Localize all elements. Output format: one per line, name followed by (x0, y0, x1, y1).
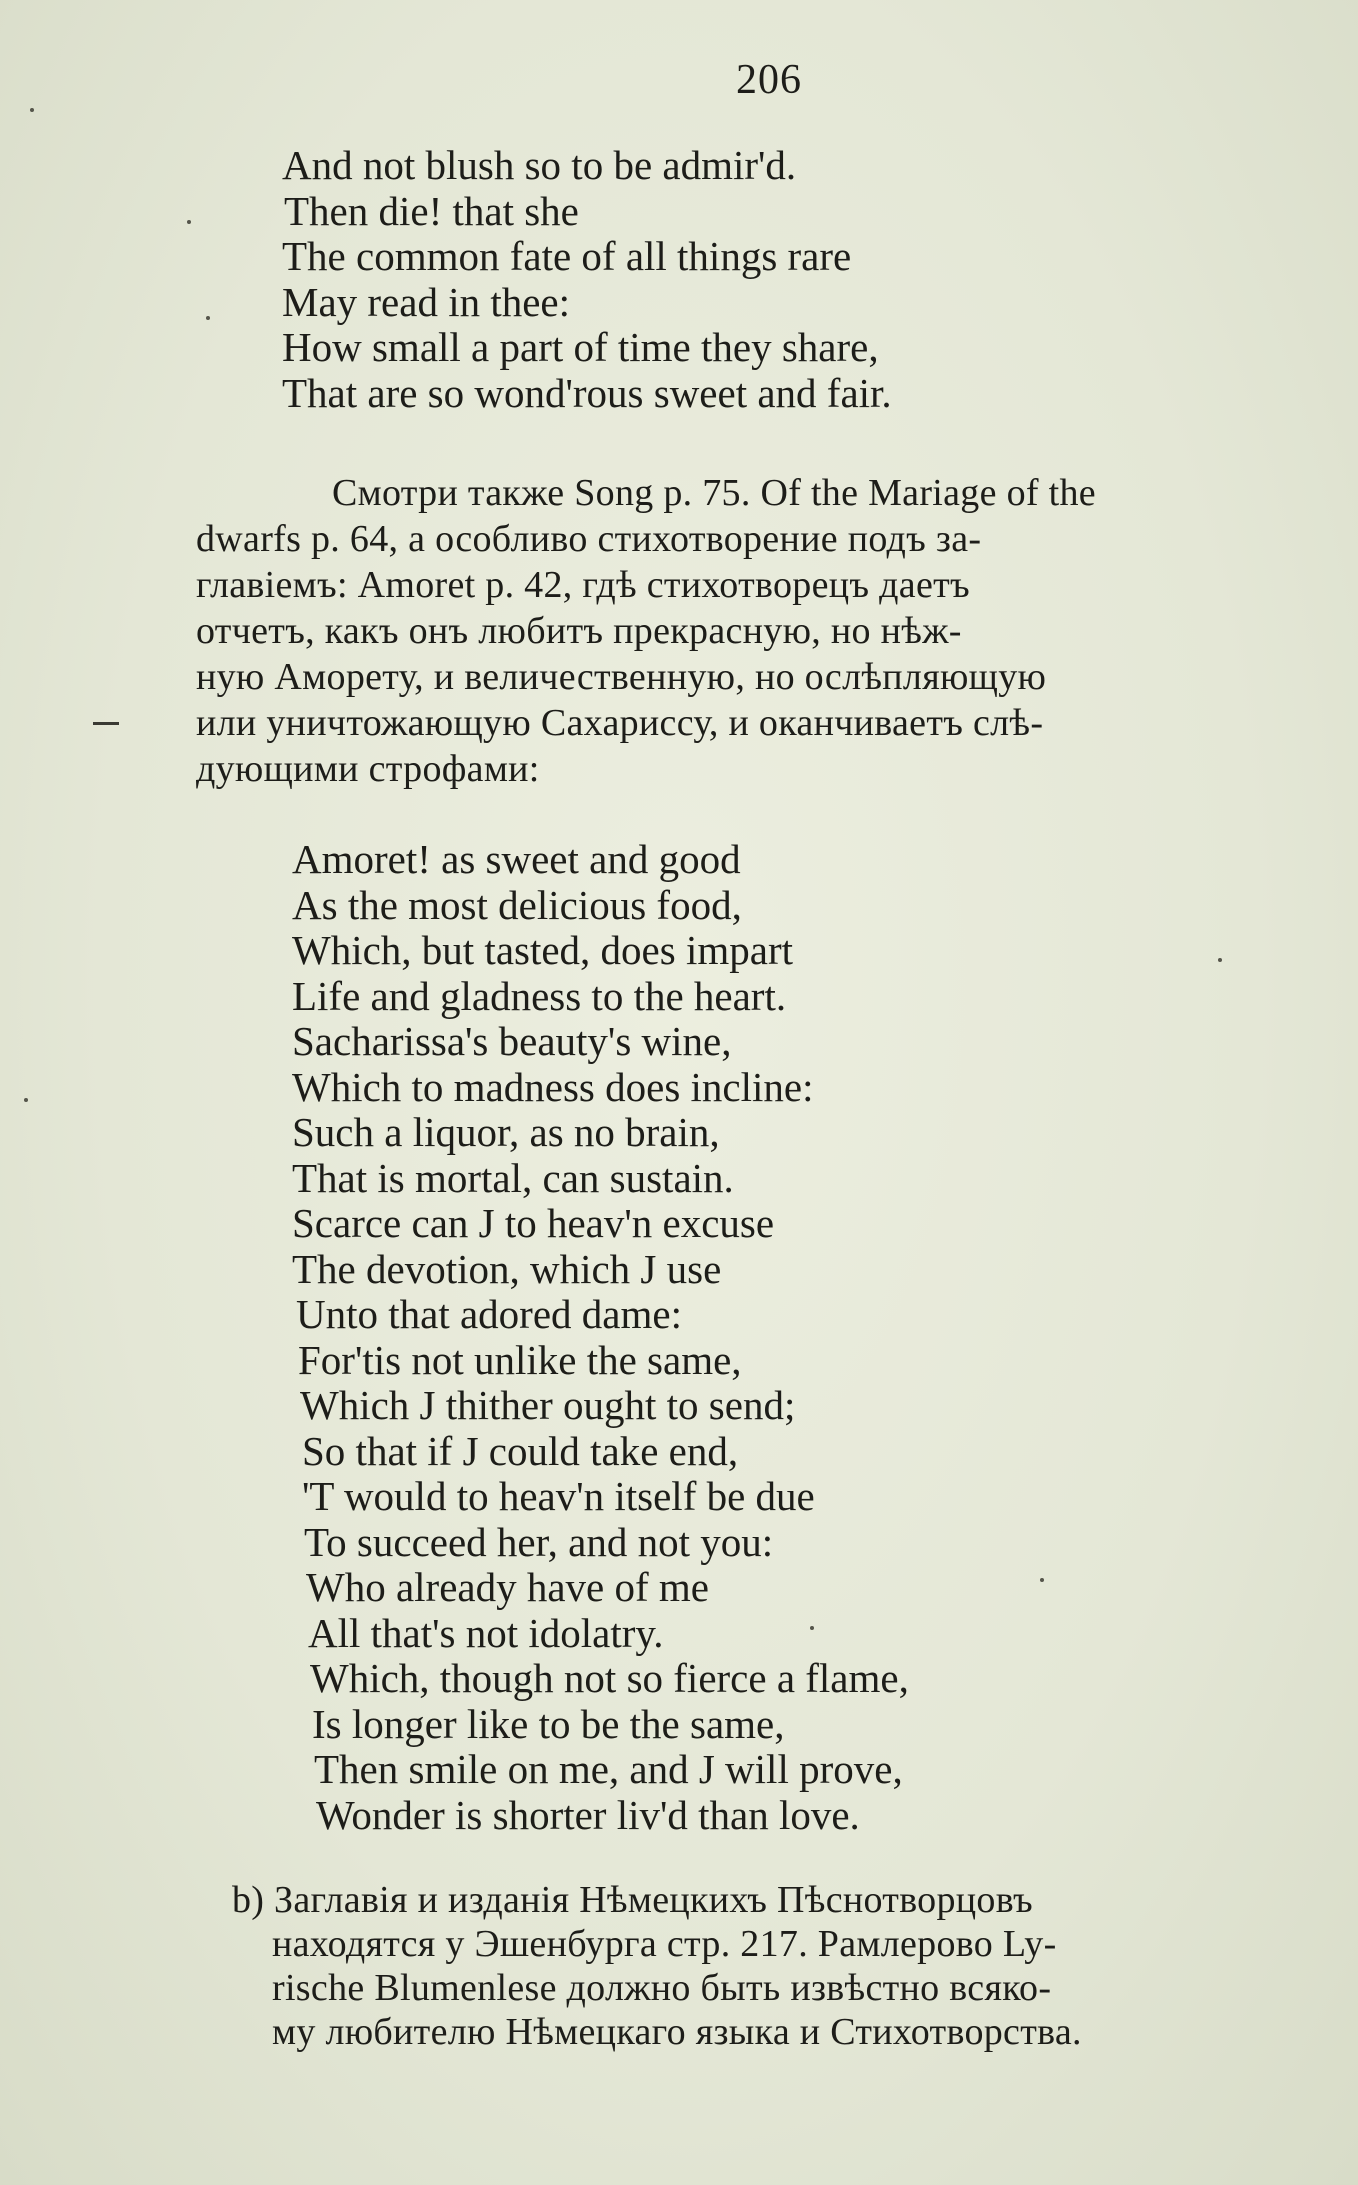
verse-line: Who already have of me (306, 1564, 709, 1610)
paper-speck (187, 220, 191, 224)
footnote-line: rische Blumenlese должно быть извѣстно всяко- (272, 1967, 1052, 2009)
footnote (232, 1878, 1322, 2054)
verse-line: Such a liquor, as no brain, (292, 1109, 720, 1155)
verse-line: All that's not idolatry. (308, 1609, 664, 1656)
paper-speck (1040, 1578, 1044, 1582)
verse-line: The common fate of all things rare (282, 233, 852, 279)
verse-line: For'tis not unlike the same, (298, 1336, 742, 1383)
verse-line: The devotion, which J use (292, 1245, 722, 1292)
commentary-line: отчетъ, какъ онъ любитъ прекрасную, но нѣж- (196, 610, 962, 652)
verse-line: Which J thither ought to send; (300, 1382, 796, 1428)
footnote-line: b) Заглавія и изданія Нѣмецкихъ Пѣснотворцовъ (232, 1879, 1033, 1921)
verse-line: So that if J could take end, (302, 1427, 739, 1474)
commentary-paragraph (196, 470, 1321, 792)
verse-line: To succeed her, and not you: (304, 1518, 774, 1565)
paper-speck (1218, 958, 1222, 962)
commentary-line: ную Аморету, и величественную, но ослѣпляющую (196, 656, 1047, 698)
verse-line: Then die! that she (284, 187, 579, 234)
verse-line: Is longer like to be the same, (312, 1700, 785, 1747)
verse-line: May read in thee: (282, 278, 571, 325)
verse-line: And not blush so to be admir'd. (282, 142, 797, 188)
verse-line: That is mortal, can sustain. (292, 1154, 734, 1201)
verse-line: Then smile on me, and J will prove, (314, 1746, 903, 1792)
verse-line: Which, but tasted, does impart (292, 927, 793, 973)
commentary-line: дующими строфами: (196, 748, 540, 790)
verse-line: As the most delicious food, (292, 881, 742, 928)
verse-stanza-ending (282, 143, 892, 416)
commentary-line: или уничтожающую Сахариссу, и оканчиваетъ слѣ- (196, 702, 1044, 744)
verse-line: How small a part of time they share, (282, 324, 879, 370)
verse-line: Which, though not so fierce a flame, (310, 1655, 909, 1701)
verse-line: That are so wond'rous sweet and fair. (282, 369, 892, 416)
paper-speck (24, 1098, 28, 1102)
paper-speck (810, 1626, 814, 1630)
verse-line: 'T would to heav'n itself be due (302, 1473, 815, 1519)
verse-line: Which to madness does incline: (292, 1063, 814, 1110)
verse-line: Unto that adored dame: (296, 1291, 682, 1337)
footnote-line: находятся у Эшенбурга стр. 217. Рамлерово Ly- (272, 1923, 1057, 1965)
verse-line: Life and gladness to the heart. (292, 972, 787, 1019)
margin-dash-mark (93, 722, 119, 725)
verse-line: Sacharissa's beauty's wine, (292, 1018, 732, 1064)
paper-speck (30, 108, 34, 112)
verse-line: Scarce can J to heav'n excuse (292, 1200, 775, 1246)
commentary-line: главіемъ: Amoret p. 42, гдѣ стихотворецъ даетъ (196, 564, 970, 606)
footnote-line: му любителю Нѣмецкаго языка и Стихотворства. (272, 2011, 1082, 2053)
verse-amoret-poem (292, 837, 909, 1838)
verse-line: Wonder is shorter liv'd than love. (316, 1791, 860, 1838)
commentary-line: dwarfs p. 64, а особливо стихотворение подъ за- (196, 518, 982, 560)
paper-speck (206, 316, 210, 320)
verse-line: Amoret! as sweet and good (292, 836, 741, 882)
commentary-line: Смотри также Song p. 75. Of the Mariage of the (332, 472, 1096, 514)
page-number: 206 (736, 57, 802, 103)
